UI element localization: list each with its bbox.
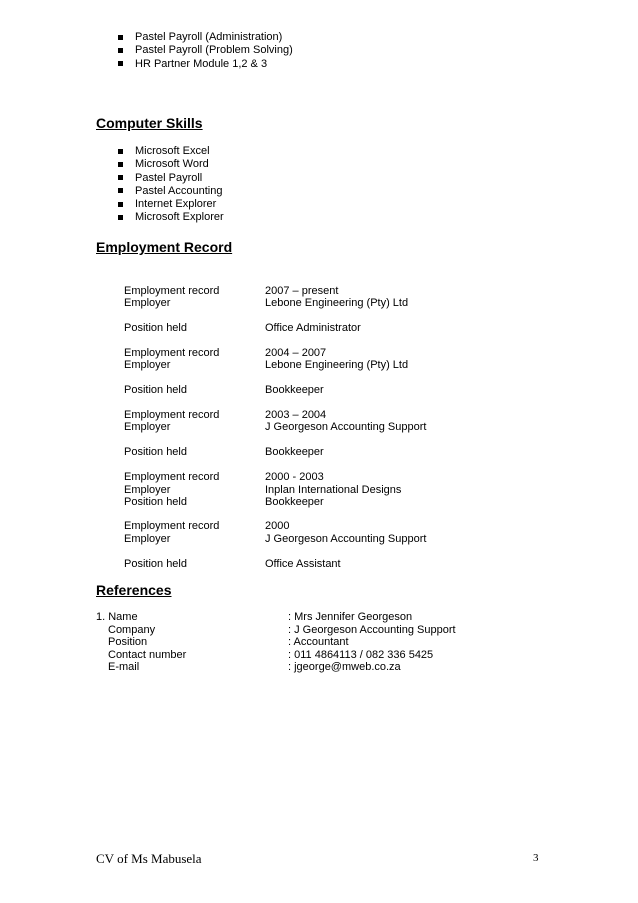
footer-title: CV of Ms Mabusela	[96, 851, 202, 866]
employment-record-heading: Employment Record	[96, 239, 233, 255]
employment-row: Position held Bookkeeper	[124, 384, 324, 396]
cv-page: Pastel Payroll (Administration) Pastel Payroll (Problem Solving) HR Partner Module 1,2 & 3 Computer Skills Microsoft Excel Microsoft Word Pastel Payroll Pastel Accounting Internet Explorer Microsoft Explorer Employment Record Employment record 2007 – present Employer Lebone Engineering (Pty) Ltd Position held Office Administrator Employment record 2004 – 2007 Employer Lebone Engineering (Pty) Ltd Position held Bookkeeper Employment record 2003 – 2004 Employer J Georgeson Accounting Support Position held Bookkeeper Employment record 2000 - 2003 Employer Inplan International Designs Position held Bookkeeper Employment record 2000 Employer J Georgeson Accounting Support Position held Office Assistant References 1. Name : Mrs Jennifer Georgeson Company : J Georgeson Accounting Support Position : Accountant Contact number : 011 4864113 / 082 336 5425 E-mail : jgeorge@mweb.co.za CV of Ms Mabusela 3	[0, 0, 638, 903]
employment-row: Position held Office Assistant	[124, 558, 341, 570]
square-bullet-icon	[118, 215, 123, 220]
employment-row: Employer J Georgeson Accounting Support	[124, 421, 427, 433]
square-bullet-icon	[118, 48, 123, 53]
employment-row: Employment record 2000 - 2003	[124, 471, 324, 483]
square-bullet-icon	[118, 202, 123, 207]
employment-row: Employment record 2000	[124, 520, 290, 532]
employment-row: Employer Lebone Engineering (Pty) Ltd	[124, 359, 409, 371]
reference-row: Contact number : 011 4864113 / 082 336 5425	[108, 649, 434, 661]
employment-row: Position held Bookkeeper	[124, 496, 324, 508]
employment-row: Employment record 2007 – present	[124, 285, 339, 297]
references-heading: References	[96, 582, 172, 598]
square-bullet-icon	[118, 175, 123, 180]
employment-row: Employer Lebone Engineering (Pty) Ltd	[124, 297, 409, 309]
employment-row: Position held Bookkeeper	[124, 446, 324, 458]
employment-row: Employment record 2003 – 2004	[124, 409, 327, 421]
square-bullet-icon	[118, 162, 123, 167]
computer-skills-heading: Computer Skills	[96, 115, 203, 131]
square-bullet-icon	[118, 149, 123, 154]
employment-row: Position held Office Administrator	[124, 322, 361, 334]
reference-row: 1. Name : Mrs Jennifer Georgeson	[96, 611, 413, 623]
square-bullet-icon	[118, 188, 123, 193]
reference-row: Position : Accountant	[108, 636, 349, 648]
reference-row: E-mail : jgeorge@mweb.co.za	[108, 661, 401, 673]
reference-row: Company : J Georgeson Accounting Support	[108, 624, 456, 636]
employment-row: Employment record 2004 – 2007	[124, 347, 327, 359]
employment-row: Employer Inplan International Designs	[124, 484, 402, 496]
page-number: 3	[533, 852, 539, 864]
square-bullet-icon	[118, 35, 123, 40]
square-bullet-icon	[118, 61, 123, 66]
employment-row: Employer J Georgeson Accounting Support	[124, 533, 427, 545]
